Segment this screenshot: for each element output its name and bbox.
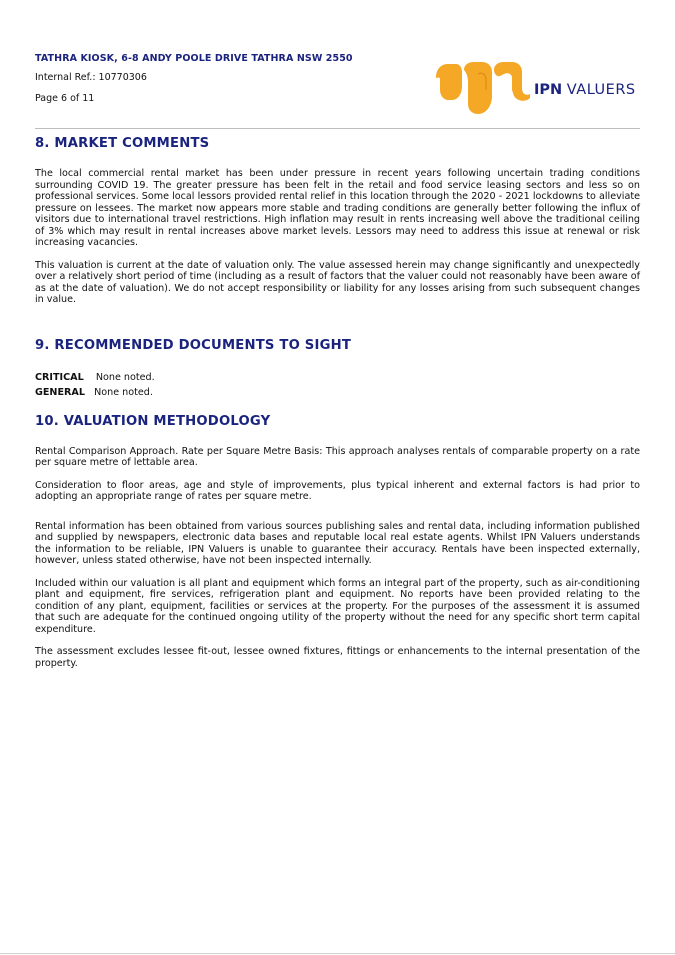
page-content — [35, 135, 640, 669]
rental-information-paragraph: Rental information has been obtained from various sources publishing sales and rental data, including information published and supplied by newspapers, electronic data bases and reputable local real estate agents. Whilst IPN Valuers understands the information to be reliable, IPN Valuers is unable to guarantee their accuracy. Rentals have been inspected externally, however, unless stated otherwise, have not been inspected internally. — [35, 520, 640, 566]
ipn-logo-mark-icon — [434, 60, 532, 116]
header-divider — [35, 128, 640, 129]
general-value: None noted. — [94, 386, 153, 398]
critical-label: CRITICAL — [35, 371, 84, 383]
page-header — [35, 53, 353, 104]
general-label: GENERAL — [35, 386, 85, 398]
general-documents-row — [35, 385, 640, 400]
property-address: TATHRA KIOSK, 6-8 ANDY POOLE DRIVE TATHRA NSW 2550 — [35, 53, 353, 64]
documents-list — [35, 370, 640, 400]
exclusions-paragraph: The assessment excludes lessee fit-out, lessee owned fixtures, fittings or enhancements to the internal presentation of the property. — [35, 646, 640, 669]
section-10-heading: 10. VALUATION METHODOLOGY — [35, 413, 271, 429]
section-8-heading: 8. MARKET COMMENTS — [35, 136, 210, 151]
plant-equipment-paragraph: Included within our valuation is all plant and equipment which forms an integral part of the property, such as air-conditioning plant and equipment, fire services, refrigeration plant and equipment. No reports have been provided relating to the condition of any plant, equipment, facilities or services at the property. For the purposes of the assessment it is assumed that such are adequate for the continued ongoing utility of the property without the need for any specific short term capital expenditure. — [35, 577, 640, 635]
logo-valuers-text: VALUERS — [566, 82, 636, 98]
rental-comparison-paragraph: Rental Comparison Approach. Rate per Square Metre Basis: This approach analyses rentals of comparable property on a rate per square metre of lettable area. — [35, 445, 640, 468]
page-number: Page 6 of 11 — [35, 93, 95, 104]
ipn-valuers-logo — [434, 60, 634, 116]
valuation-currency-paragraph: This valuation is current at the date of valuation only. The value assessed herein may change significantly and unexpectedly over a relatively short period of time (including as a result of factors that the valuer could not reasonably have been aware of as at the date of valuation). We do not accept responsibility or liability for any losses arising from such subsequent changes in value. — [35, 259, 640, 305]
internal-reference: Internal Ref.: 10770306 — [35, 72, 147, 83]
market-comments-paragraph: The local commercial rental market has been under pressure in recent years following uncertain trading conditions surrounding COVID 19. The greater pressure has been felt in the retail and food service leasing sectors and less so on professional services. Some local lessors provided rental relief in this location through the 2020 - 2021 lockdowns to alleviate pressure on lessees. The market now appears more stable and trading conditions are generally better following the influx of visitors due to international travel restrictions. High inflation may result in rents increasing well above the traditional ceiling of 3% which may result in rental increases above market levels. Lessors may need to address this issue at renewal or risk increasing vacancies. — [35, 168, 640, 248]
section-9-heading: 9. RECOMMENDED DOCUMENTS TO SIGHT — [35, 337, 352, 353]
critical-value: None noted. — [95, 371, 155, 383]
consideration-paragraph: Consideration to floor areas, age and style of improvements, plus typical inherent and external factors is had prior to adopting an appropriate range of rates per square metre. — [35, 479, 640, 502]
critical-documents-row — [35, 370, 640, 385]
logo-wordmark — [534, 82, 636, 98]
logo-ipn-text: IPN — [534, 82, 563, 98]
page-bottom-edge — [0, 953, 675, 954]
